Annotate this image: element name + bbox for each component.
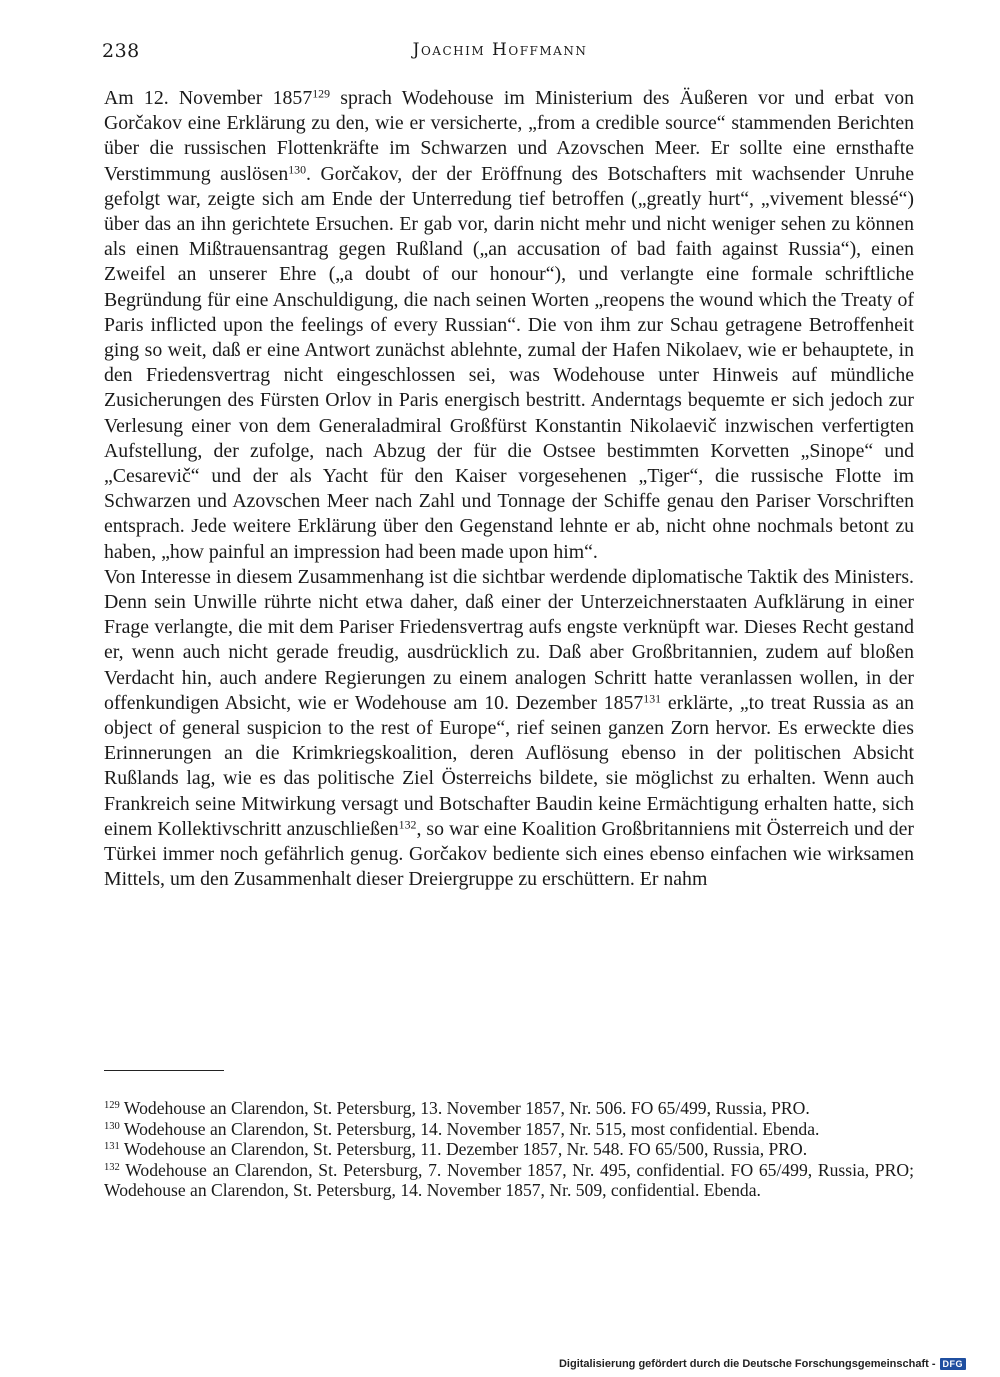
footnote-number: 131: [104, 1141, 120, 1153]
page-number: 238: [102, 40, 140, 62]
running-head: Joachim Hoffmann: [412, 40, 588, 60]
footnotes: [104, 1098, 914, 1201]
funding-notice-text: Digitalisierung gefördert durch die Deutsche Forschungsgemeinschaft -: [558, 1358, 936, 1370]
footnote-text: Wodehouse an Clarendon, St. Petersburg, 13. November 1857, Nr. 506. FO 65/499, Russia, PRO.: [119, 1098, 810, 1118]
footnote: [104, 1119, 914, 1140]
footnote-reference: 132: [398, 817, 417, 832]
text-run: Von Interesse in diesem Zusammenhang ist die sichtbar werdende diplomatische Taktik des Ministers. Denn sein Unwille rührte nicht etwa daher, daß einer der Unterzeichnerstaaten Aufklärung in einer Frage verlangte, die mit dem Pariser Friedensvertrag aufs engste verknüpft war. Dieses Recht gestand er, wenn auch nicht gerade freudig, ausdrücklich zu. Daß aber Großbritannien, zudem auf bloßen Verdacht hin, auch andere Regierungen zu einem analogen Schritt hatte veranlassen wollen, in der offenkundigen Absicht, wie er Wodehouse am 10. Dezember 1857: [104, 565, 914, 714]
footnote-reference: 131: [643, 691, 662, 706]
funding-notice: [559, 1358, 966, 1370]
body-text: [104, 86, 914, 893]
body-paragraph: [104, 565, 914, 893]
footnote: [104, 1139, 914, 1160]
footnote: [104, 1098, 914, 1119]
footnote-number: 132: [104, 1161, 120, 1173]
dfg-logo: DFG: [940, 1358, 967, 1370]
text-run: sprach Wodehouse im Ministerium des Äußeren vor und erbat von Gorčakov eine Erklärung zu den, wie er versicherte, „from a credible source“ stammenden Berichten über die russischen Flottenkräfte im Schwarzen und Azovschen Meer. Er sollte eine ernsthafte Verstimmung auslösen: [104, 87, 914, 185]
footnote-rule: [104, 1070, 224, 1071]
text-run: erklärte, „to treat Russia as an object of general suspicion to the rest of Europe“, rief seinen ganzen Zorn hervor. Es erweckte dies Erinnerungen an die Krimkriegskoalition, deren Auflösung ebenso in der politischen Absicht Rußlands lag, wie es das politische Ziel Österreichs bildete, sie möglichst zu erhalten. Wenn auch Frankreich seine Mitwirkung versagt und Botschafter Baudin keine Ermächtigung erhalten hatte, sich einem Kollektivschritt anzuschließen: [104, 691, 914, 840]
text-run: , so war eine Koalition Großbritanniens mit Österreich und der Türkei immer noch gefährlich genug. Gorčakov bediente sich eines ebenso einfachen wie wirksamen Mittels, um den Zusammenhalt dieser Dreiergruppe zu erschüttern. Er nahm: [104, 817, 914, 891]
text-run: Am 12. November 1857: [104, 87, 313, 109]
footnote-reference: 129: [312, 86, 331, 101]
footnote-text: Wodehouse an Clarendon, St. Petersburg, 7. November 1857, Nr. 495, confidential. FO 65/499, Russia, PRO; Wodehouse an Clarendon, St. Petersburg, 14. November 1857, Nr. 509, confidential. Ebenda.: [104, 1159, 914, 1201]
text-run: . Gorčakov, der der Eröffnung des Botschafters mit wachsender Unruhe gefolgt war, zeigte sich am Ende der Unterredung tief betroffen („greatly hurt“, „vivement blessé“) über das an ihn gerichtete Ersuchen. Er gab vor, darin nicht mehr und nicht weniger sehen zu können als einen Mißtrauensantrag gegen Rußland („an accusation of bad faith against Russia“), einen Zweifel an unserer Ehre („a doubt of our honour“), und verlangte eine formale schriftliche Begründung für eine Anschuldigung, die nach seinen Worten „reopens the wound which the Treaty of Paris inflicted upon the feelings of every Russian“. Die von ihm zur Schau getragene Betroffenheit ging so weit, daß er eine Antwort zunächst ablehnte, zumal der Hafen Nikolaev, wie er behauptete, in den Friedensvertrag nicht eingeschlossen sei, was Wodehouse unter Hinweis auf mündliche Zusicherungen des Fürsten Orlov in Paris energisch bestritt. Anderntags bequemte er sich jedoch zur Verlesung einer von dem Generaladmiral Großfürst Konstantin Nikolaevič inzwischen verfertigten Aufstellung, der zufolge, nach Abzug der für die Ostsee bestimmten Korvetten „Sinope“ und „Cesarevič“ und der als Yacht für den Kaiser vorgesehenen „Tiger“, die russische Flotte im Schwarzen und Azovschen Meer nach Zahl und Tonnage der Schiffe genau den Pariser Vorschriften entsprach. Jede weitere Erklärung über den Gegenstand lehnte er ab, nicht ohne nochmals betont zu haben, „how painful an impression had been made upon him“.: [104, 162, 914, 563]
footnote-number: 129: [104, 1100, 120, 1112]
body-paragraph: [104, 86, 914, 565]
footnote-number: 130: [104, 1120, 120, 1132]
footnote-text: Wodehouse an Clarendon, St. Petersburg, 11. Dezember 1857, Nr. 548. FO 65/500, Russia, PRO.: [119, 1139, 808, 1160]
footnote: [104, 1160, 914, 1201]
footnote-text: Wodehouse an Clarendon, St. Petersburg, 14. November 1857, Nr. 515, most confidential. Ebenda.: [119, 1118, 820, 1139]
footnote-reference: 130: [288, 162, 307, 177]
